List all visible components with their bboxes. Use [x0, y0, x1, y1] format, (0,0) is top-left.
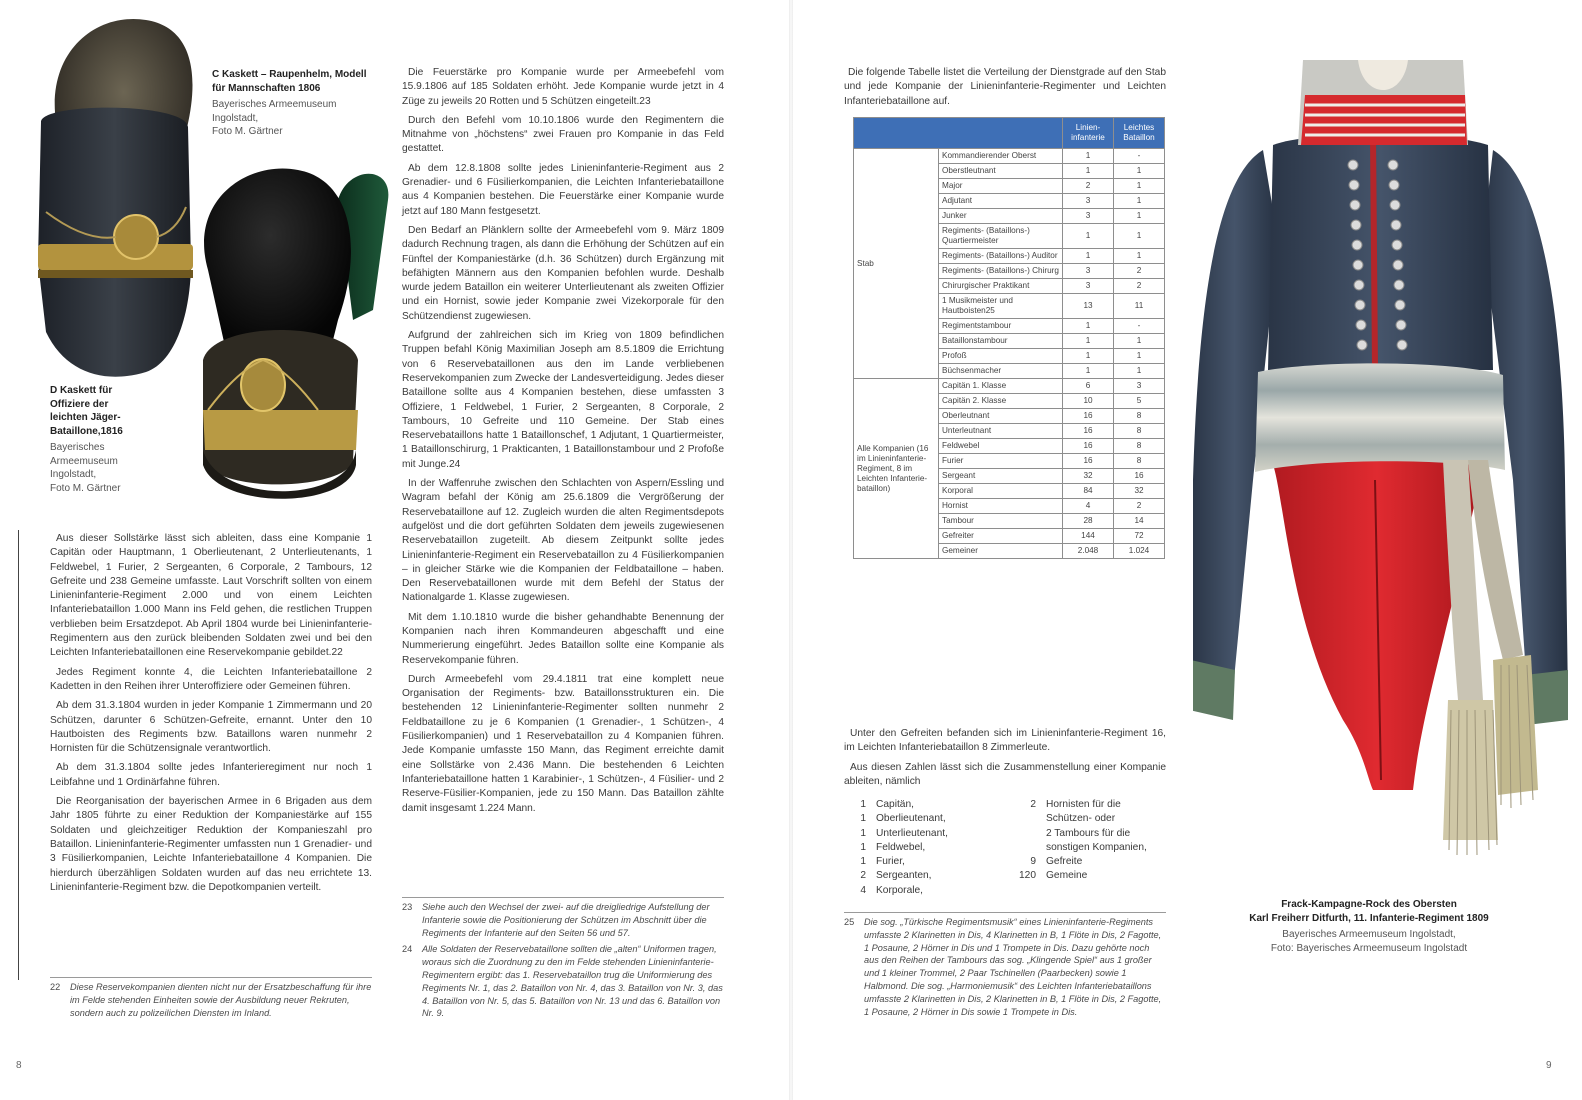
paragraph: Ab dem 31.3.1804 sollte jedes Infanterieregiment nur noch 1 Leibfahne und 1 Ordinärfahne führen. [50, 762, 372, 788]
footnote [402, 901, 724, 939]
table-cell-rank: Regiments- (Bataillons-) Chirurg [939, 264, 1063, 279]
coat-caption [1204, 898, 1534, 955]
table-cell-linieninfanterie: 3 [1063, 209, 1114, 224]
list-label: Unterlieutenant, [876, 827, 948, 839]
table-cell-leichtes-bataillon: 2 [1114, 264, 1165, 279]
table-cell-rank: Oberleutnant [939, 409, 1063, 424]
list-item [844, 841, 1004, 855]
list-item [844, 812, 1004, 826]
paragraph: Ab dem 12.8.1808 sollte jedes Linieninfanterie-Regiment aus 2 Grenadier- und 6 Füsilierkompanien, die Leichten Infanteriebataillone aus 4 Kompanien bestehen. Die Feuerstärke einer Kompanie wurde jetzt auf 180 Mann festgesetzt. [402, 162, 724, 217]
table-cell-leichtes-bataillon: 8 [1114, 439, 1165, 454]
table-cell-leichtes-bataillon: - [1114, 319, 1165, 334]
table-cell-rank: Sergeant [939, 469, 1063, 484]
officer-kaskett-image [188, 160, 393, 510]
table-cell-rank: Major [939, 179, 1063, 194]
left-column-1 [50, 532, 372, 900]
list-label: Schützen- oder [1046, 813, 1116, 825]
list-count [1010, 827, 1046, 841]
table-cell-rank: Hornist [939, 499, 1063, 514]
list-label: Sergeanten, [876, 870, 932, 882]
footnote [402, 943, 724, 1020]
table-cell-linieninfanterie: 84 [1063, 484, 1114, 499]
list-count: 4 [860, 884, 866, 896]
footnote-text: Diese Reservekompanien dienten nicht nur der Ersatzbeschaffung für ihre im Felde stehenden Einheiten sowie der Ausbildung neuer Rekruten, sondern auch zu polizeilichen Diensten im Inland. [70, 982, 372, 1018]
list-label: Oberlieutenant, [876, 813, 946, 825]
table-header-blank [854, 118, 1063, 149]
list-item [1010, 841, 1170, 855]
table-cell-linieninfanterie: 16 [1063, 424, 1114, 439]
list-count [1010, 812, 1046, 826]
margin-rule [18, 530, 19, 980]
table-cell-linieninfanterie: 6 [1063, 379, 1114, 394]
table-cell-linieninfanterie: 16 [1063, 454, 1114, 469]
table-cell-leichtes-bataillon: 1.024 [1114, 544, 1165, 559]
paragraph: Ab dem 31.3.1804 wurden in jeder Kompanie 1 Zimmermann und 20 Schützen, darunter 6 Schützen-Gefreite, ernannt. Unter den 10 Hautboisten des Regiments bzw. Bataillons waren nunmehr 2 Hornisten für die Schützensignale verantwortlich. [50, 700, 372, 755]
table-cell-rank: Profoß [939, 349, 1063, 364]
table-cell-leichtes-bataillon: 16 [1114, 469, 1165, 484]
coat-drawing [1193, 60, 1568, 890]
caption-helmet-bottom-line: Foto M. Gärtner [50, 482, 121, 494]
table-cell-rank: 1 Musikmeister und Hautboisten25 [939, 294, 1063, 319]
footnote [50, 981, 372, 1019]
table-cell-rank: Capitän 1. Klasse [939, 379, 1063, 394]
caption-helmet-bottom-title: D Kaskett für Offiziere der leichten Jäger-Bataillone,1816 [50, 385, 123, 437]
table-cell-leichtes-bataillon: 8 [1114, 424, 1165, 439]
table-cell-rank: Capitän 2. Klasse [939, 394, 1063, 409]
caption-helmet-top-line: Ingolstadt, [212, 112, 259, 124]
paragraph: In der Waffenruhe zwischen den Schlachten von Aspern/Essling und Wagram befahl der König am 25.6.1809 die Vergrößerung der Reservebataillone auf 12. Zugleich wurden die alten Regimentsdepots aufgelöst und die dort geführten Soldaten dem jeweils zugewiesenen Reservebataillon zugeteilt. Ab diesem Zeitpunkt sollte jedes Linieninfanterie-Regiment ein Reservebataillon zu 4 Füsilierkompanien – in gleicher Stärke wie die Kompanien der Feldbataillone – haben. Den Reservebataillonen wurde mit dem Befehl der Status der Nationalgarde 1. Klasse zugewiesen. [402, 478, 724, 604]
table-cell-linieninfanterie: 2 [1063, 179, 1114, 194]
table-cell-leichtes-bataillon: 14 [1114, 514, 1165, 529]
footnote-number: 24 [402, 944, 413, 955]
list-count: 9 [1030, 856, 1036, 868]
table-cell-rank: Tambour [939, 514, 1063, 529]
caption-helmet-top-line: Bayerisches Armeemuseum [212, 99, 337, 110]
table-cell-leichtes-bataillon: 1 [1114, 364, 1165, 379]
table-cell-linieninfanterie: 144 [1063, 529, 1114, 544]
paragraph: Aufgrund der zahlreichen sich im Krieg von 1809 befindlichen Truppen befahl König Maximilian Joseph am 8.5.1809 die Errichtung von 6 Reservebataillonen aus den im Lande verbliebenen Reservekompanien zum Zwecke der Landesverteidigung. Jedes dieser Bataillone sollte aus 4 Kompanien bestehen, diese umfassten 3 Offiziere, 1 Feldwebel, 1 Furier, 2 Sergeanten, 8 Corporale, 2 Tambours, 10 Gefreite und 110 Gemeine. Der Stab eines Reservebataillons hatte 1 Bataillonschef, 1 Adjutant, 1 Quartiermeister, 1 Bataillonschirurg, 1 Prakticanten, 1 Bataillonstambour und 2 Profoße mit Junge.24 [402, 330, 724, 470]
coat-caption-line: Bayerisches Armeemuseum Ingolstadt, [1282, 929, 1456, 940]
table-cell-leichtes-bataillon: 1 [1114, 164, 1165, 179]
table-cell-linieninfanterie: 1 [1063, 319, 1114, 334]
footnote-text: Die sog. „Türkische Regimentsmusik“ eines Linieninfanterie-Regiments umfasste 2 Klarinetten in Dis, 4 Klarinetten in B, 1 Flöte in Dis, 2 Fagotte, 1 Posaune, 2 Hörner in Dis und 1 Trompete in Dis. Dazu gehörte noch aus den Reihen der Tambours das sog. „Klingende Spiel“ aus 1 großer und 1 kleiner Trommel, 2 Paar Tschinellen (Paarbecken) sowie 1 Halbmond. Die sog. „Harmoniemusik“ des Leichten Infanteriebataillons umfasste 2 Klarinetten in Dis, 2 Klarinetten in B, 1 Flöte in Dis, 2 Fagotte, 1 Posaune, 2 Hörner in Dis sowie 1 Trompete in Dis. [864, 917, 1162, 1017]
caption-helmet-top-line: Foto M. Gärtner [212, 126, 283, 137]
list-item [1010, 855, 1170, 869]
table-cell-linieninfanterie: 10 [1063, 394, 1114, 409]
table-cell-leichtes-bataillon: 3 [1114, 379, 1165, 394]
table-cell-leichtes-bataillon: 1 [1114, 349, 1165, 364]
table-cell-leichtes-bataillon: 2 [1114, 279, 1165, 294]
table-cell-linieninfanterie: 1 [1063, 334, 1114, 349]
paragraph: Durch den Befehl vom 10.10.1806 wurde den Regimentern die Mitnahme von „höchstens“ zwei Frauen pro Kompanie in das Feld gestattet. [402, 114, 724, 155]
table-cell-leichtes-bataillon: 2 [1114, 499, 1165, 514]
list-label: Gefreite [1046, 856, 1083, 868]
paragraph: Den Bedarf an Plänklern sollte der Armeebefehl vom 9. März 1809 dadurch Rechnung tragen, als dann die Erhöhung der Schützen auf ein Fünftel der Kompaniestärke (d.h. 36 Schützen) durch Ergänzung mit befähigten Männern aus den Kompanien befohlen wurde. Deshalb wurde jedem Bataillon ein weiterer Unterlieutenant als zweiten Offizier und ein Hornist, sowie jeder Kompanie zwei Vizekorporale für den Schützendienst zugewiesen. [402, 224, 724, 322]
table-cell-leichtes-bataillon: 8 [1114, 409, 1165, 424]
footnotes-right [844, 916, 1166, 1022]
page-number-left: 8 [16, 1060, 22, 1071]
table-cell-rank: Furier [939, 454, 1063, 469]
table-cell-linieninfanterie: 1 [1063, 224, 1114, 249]
paragraph: Mit dem 1.10.1810 wurde die bisher gehandhabte Benennung der Kompanien nach ihren Kommandeuren abgeschafft und eine Nummerierung eingeführt. Jedes Bataillon sollte eine Kompanie als Reservekompanie führen. [402, 611, 724, 666]
footnote-text: Alle Soldaten der Reservebataillone sollten die „alten“ Uniformen tragen, woraus sich die Zuordnung zu den im Felde stehenden Linieninfanterie-Regimentern ergibt: das 1. Reservebataillon trug die Uniformierung des Regiments Nr. 1, das 2. Bataillon von Nr. 4, das 3. Bataillon von Nr. 3, das 4. Bataillon von Nr. 5, das 5. Bataillon von Nr. 13 und das 6. Bataillon von Nr. 9. [422, 944, 723, 1019]
table-header-leichtes-bataillon: Leichtes Bataillon [1114, 118, 1165, 149]
after-table-text [844, 727, 1166, 794]
table-cell-rank: Junker [939, 209, 1063, 224]
table-cell-leichtes-bataillon: - [1114, 149, 1165, 164]
helmet-raupenhelm-drawing [26, 12, 201, 382]
paragraph: Aus dieser Sollstärke lässt sich ableiten, dass eine Kompanie 1 Capitän oder Hauptmann, 1 Oberlieutenant, 2 Unterlieutenants, 1 Feldwebel, 1 Furier, 2 Sergeanten, 6 Corporale, 2 Tambours, 12 Gefreite und 238 Gemeine umfasste. Laut Vorschrift sollten von einem Linieninfanterie-Regiment 2.000 und von einem Leichten Infanteriebataillon 1.000 Mann ins Feld gehen, die restlichen Truppen verblieben beim Ersatzdepot. Ab April 1804 wurde bei Linieninfanterie-Regimentern aus den zurück bleibenden Soldaten zwei und bei den Leichten Infanteriebataillonen eine Reservekompanie gebildet.22 [50, 533, 372, 659]
table-cell-leichtes-bataillon: 1 [1114, 334, 1165, 349]
table-cell-linieninfanterie: 1 [1063, 149, 1114, 164]
frack-kampagne-rock-image [1193, 60, 1568, 890]
table-cell-leichtes-bataillon: 32 [1114, 484, 1165, 499]
raupenhelm-image [26, 12, 201, 382]
paragraph: Durch Armeebefehl vom 29.4.1811 trat eine komplett neue Organisation der Regiments- bzw. Bataillonsstrukturen ein. Die bestehenden 12 Linieninfanterie-Regimenter sollten nunmehr 2 Feldbataillone zu je 6 Kompanien (1 Grenadier-, 1 Schützen-, 4 Füsilierkompanien) und 1 Reservebataillon zu 4 Kompanien führen. Jede Kompanie umfasste 150 Mann, das Regiment erreichte damit eine Sollstärke von 2.436 Mann. Die bestehenden 6 Leichten Infanteriebataillone hatten 1 Karabinier-, 1 Schützen-, 4 Füsilier- und 2 Reserve-Füsilier-Kompanien, jede zu 150 Mann. Das Bataillon zählte damit insgesamt 1.224 Mann. [402, 673, 724, 814]
table-cell-linieninfanterie: 1 [1063, 164, 1114, 179]
list-count: 1 [860, 827, 866, 839]
caption-helmet-top [212, 68, 372, 139]
table-cell-linieninfanterie: 16 [1063, 409, 1114, 424]
table-cell-linieninfanterie: 28 [1063, 514, 1114, 529]
list-count: 1 [860, 856, 866, 868]
paragraph: Die folgende Tabelle listet die Verteilung der Dienstgrade auf den Stab und jede Kompanie der Linieninfanterie-Regimenter und Leichten Infanteriebataillone auf. [844, 67, 1166, 107]
list-count: 1 [860, 813, 866, 825]
table-cell-rank: Unterleutnant [939, 424, 1063, 439]
ranks-table [853, 117, 1165, 559]
left-column-2 [402, 66, 724, 821]
list-item [844, 869, 1004, 883]
table-row [854, 379, 1165, 394]
table-cell-rank: Adjutant [939, 194, 1063, 209]
caption-helmet-top-title: C Kaskett – Raupenhelm, Modell für Mannschaften 1806 [212, 69, 367, 94]
table-cell-linieninfanterie: 3 [1063, 264, 1114, 279]
table-cell-rank: Büchsenmacher [939, 364, 1063, 379]
table-row [854, 149, 1165, 164]
table-cell-leichtes-bataillon: 5 [1114, 394, 1165, 409]
table-cell-leichtes-bataillon: 11 [1114, 294, 1165, 319]
table-cell-linieninfanterie: 2.048 [1063, 544, 1114, 559]
table-cell-rank: Bataillonstambour [939, 334, 1063, 349]
table-cell-leichtes-bataillon: 1 [1114, 224, 1165, 249]
table-cell-rank: Kommandierender Oberst [939, 149, 1063, 164]
footnote-number: 25 [844, 917, 855, 927]
list-item [1010, 869, 1170, 883]
table-cell-leichtes-bataillon: 1 [1114, 194, 1165, 209]
coat-caption-title: Karl Freiherr Ditfurth, 11. Infanterie-Regiment 1809 [1249, 912, 1489, 924]
table-cell-linieninfanterie: 3 [1063, 279, 1114, 294]
caption-helmet-bottom-line: Armeemuseum [50, 455, 118, 467]
table-cell-rank: Chirurgischer Praktikant [939, 279, 1063, 294]
list-count [1010, 841, 1046, 855]
list-label: 2 Tambours für die [1046, 827, 1131, 839]
table-group-label: Alle Kompanien (16 im Linieninfanterie-Regiment, 8 im Leichten Infanterie-bataillon) [854, 379, 939, 559]
caption-helmet-bottom-line: Bayerisches [50, 442, 105, 453]
company-list-left [844, 798, 1004, 898]
footnote-rule [844, 912, 1166, 913]
list-count: 120 [1019, 870, 1036, 882]
list-count: 1 [860, 841, 866, 853]
list-item [1010, 798, 1170, 812]
table-group-label: Stab [854, 149, 939, 379]
table-cell-rank: Feldwebel [939, 439, 1063, 454]
table-cell-leichtes-bataillon: 1 [1114, 179, 1165, 194]
table-cell-linieninfanterie: 1 [1063, 364, 1114, 379]
table-cell-rank: Regiments- (Bataillons-) Auditor [939, 249, 1063, 264]
table-cell-rank: Gemeiner [939, 544, 1063, 559]
coat-caption-title: Frack-Kampagne-Rock des Obersten [1281, 899, 1457, 910]
caption-helmet-bottom [50, 384, 145, 495]
paragraph: Die Feuerstärke pro Kompanie wurde per Armeebefehl vom 15.9.1806 auf 185 Soldaten erhöht. Jede Kompanie wurde jetzt in 4 Züge zu jeweils 20 Rotten und 5 Schützen eingeteilt.23 [402, 67, 724, 107]
paragraph: Aus diesen Zahlen lässt sich die Zusammenstellung einer Kompanie ableiten, nämlich [844, 761, 1166, 787]
table-cell-leichtes-bataillon: 1 [1114, 209, 1165, 224]
list-item [844, 855, 1004, 869]
table-cell-leichtes-bataillon: 8 [1114, 454, 1165, 469]
list-label: sonstigen Kompanien, [1046, 841, 1147, 853]
table-cell-linieninfanterie: 16 [1063, 439, 1114, 454]
table-cell-rank: Gefreiter [939, 529, 1063, 544]
footnotes-col2 [402, 901, 724, 1024]
list-item [1010, 827, 1170, 841]
table-cell-linieninfanterie: 1 [1063, 349, 1114, 364]
table-body [854, 149, 1165, 559]
list-item [1010, 812, 1170, 826]
list-label: Korporale, [876, 884, 924, 896]
table-cell-linieninfanterie: 32 [1063, 469, 1114, 484]
list-label: Gemeine [1046, 870, 1088, 882]
table-cell-linieninfanterie: 13 [1063, 294, 1114, 319]
list-label: Capitän, [876, 799, 914, 810]
list-item [844, 798, 1004, 812]
list-count: 2 [860, 870, 866, 882]
list-label: Furier, [876, 856, 905, 868]
helmet-officer-drawing [188, 160, 393, 510]
table-cell-rank: Regimentstambour [939, 319, 1063, 334]
footnote-rule [402, 897, 724, 898]
table-cell-linieninfanterie: 3 [1063, 194, 1114, 209]
list-label: Hornisten für die [1046, 799, 1121, 810]
list-count: 1 [860, 799, 866, 810]
paragraph: Die Reorganisation der bayerischen Armee in 6 Brigaden aus dem Jahr 1805 führte zu einer Reduktion der Kompaniestärke auf 155 Soldaten und gleichzeitiger Reduktion der Kompanieszahl pro Bataillon. Linieninfanterie-Regimenter umfassten nun 1 Grenadier- und 3 Füsilierkompanien, Leichte Infanteriebataillone 4 Kompanien. Die hierdurch überzähligen Soldaten wurden auf das neu errichtete 13. Linieninfanterie-Regiment bzw. die Depotkompanien verteilt. [50, 796, 372, 893]
table-header-linieninfanterie: Linien-infanterie [1063, 118, 1114, 149]
table-cell-linieninfanterie: 1 [1063, 249, 1114, 264]
company-list-right [1010, 798, 1170, 884]
footnote-number: 22 [50, 982, 61, 992]
table-cell-rank: Oberstleutnant [939, 164, 1063, 179]
paragraph: Unter den Gefreiten befanden sich im Linieninfanterie-Regiment 16, im Leichten Infanteriebataillon 8 Zimmerleute. [844, 728, 1166, 754]
table-cell-leichtes-bataillon: 1 [1114, 249, 1165, 264]
footnotes-col1 [50, 981, 372, 1023]
list-item [844, 884, 1004, 898]
list-label: Feldwebel, [876, 841, 926, 853]
footnote [844, 916, 1166, 1018]
table-cell-rank: Korporal [939, 484, 1063, 499]
table-cell-leichtes-bataillon: 72 [1114, 529, 1165, 544]
table-intro [844, 66, 1166, 114]
footnote-text: Siehe auch den Wechsel der zwei- auf die dreigliedrige Aufstellung der Infanterie sowie die Positionierung der Schützen im Abschnitt über die Regiments der Infanterie auf den Seiten 56 und 57. [422, 902, 710, 938]
page-number-right: 9 [1546, 1060, 1552, 1071]
paragraph: Jedes Regiment konnte 4, die Leichten Infanteriebataillone 2 Kadetten in den Reihen ihrer Unteroffiziere oder Gemeinen führen. [50, 666, 372, 692]
coat-caption-line: Foto: Bayerisches Armeemuseum Ingolstadt [1270, 942, 1468, 954]
list-item [844, 827, 1004, 841]
caption-helmet-bottom-line: Ingolstadt, [50, 469, 97, 480]
table-cell-linieninfanterie: 4 [1063, 499, 1114, 514]
table-cell-rank: Regiments- (Bataillons-) Quartiermeister [939, 224, 1063, 249]
list-count: 2 [1030, 799, 1036, 810]
footnote-number: 23 [402, 902, 413, 912]
footnote-rule [50, 977, 372, 978]
